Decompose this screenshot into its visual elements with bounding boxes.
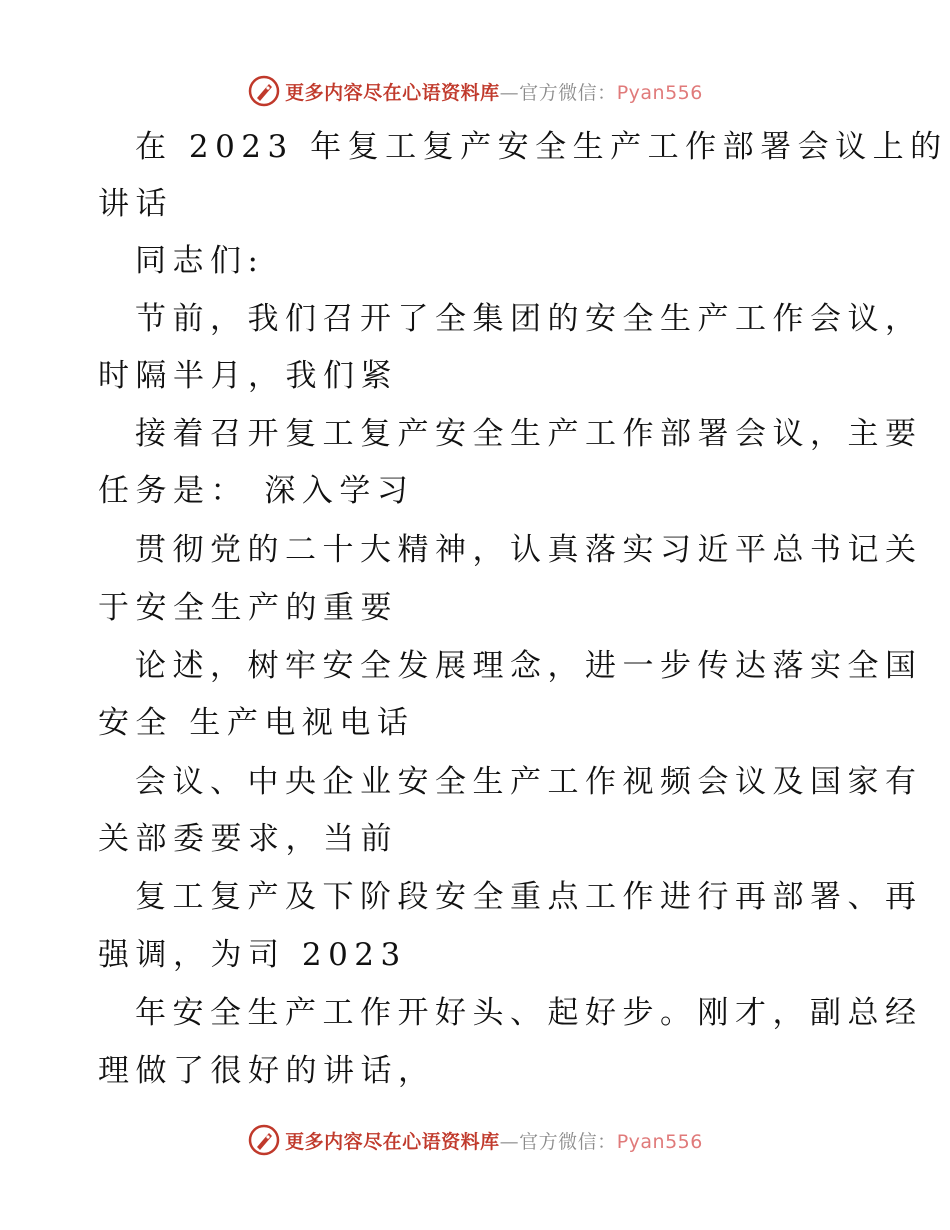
- paragraph-line: 贯彻党的二十大精神，认真落实习近平总书记关: [135, 532, 923, 568]
- banner-wechat-id: Pyan556: [616, 1130, 703, 1153]
- paragraph-line: 复工复产及下阶段安全重点工作进行再部署、再: [135, 879, 923, 915]
- banner-wechat-label: 官方微信：: [519, 81, 617, 104]
- paragraph-line: 强调，为司 2023: [98, 937, 407, 973]
- paragraph-line: 接着召开复工复产安全生产工作部署会议，主要: [135, 416, 923, 452]
- banner-brand-text: 更多内容尽在心语资料库: [285, 1130, 500, 1153]
- paragraph-line: 年安全生产工作开好头、起好步。刚才，副总经: [135, 995, 923, 1031]
- paragraph-line: 论述，树牢安全发展理念，进一步传达落实全国: [135, 648, 923, 684]
- banner-wechat-id: Pyan556: [616, 81, 703, 104]
- paragraph-line: 安全 生产电视电话: [98, 705, 415, 741]
- banner-wechat-label: 官方微信：: [519, 1130, 617, 1153]
- banner-separator: —: [499, 1130, 520, 1153]
- title-line-1: 在 2023 年复工复产安全生产工作部署会议上的: [135, 129, 948, 165]
- pen-nib-logo-icon: [247, 1123, 281, 1157]
- banner-brand-text: 更多内容尽在心语资料库: [285, 81, 500, 104]
- footer-banner: [0, 1120, 950, 1160]
- banner-separator: —: [499, 81, 520, 104]
- title-line-2: 讲话: [98, 186, 173, 222]
- paragraph-line: 会议、中央企业安全生产工作视频会议及国家有: [135, 764, 923, 800]
- header-banner: [0, 71, 950, 111]
- paragraph-line: 时隔半月，我们紧: [98, 358, 398, 394]
- paragraph-line: 关部委要求，当前: [98, 821, 398, 857]
- paragraph-line: 理做了很好的讲话，: [98, 1053, 436, 1089]
- paragraph-line: 节前，我们召开了全集团的安全生产工作会议，: [135, 301, 923, 337]
- paragraph-line: 任务是： 深入学习: [98, 473, 415, 509]
- salutation: 同志们:: [135, 243, 265, 279]
- pen-nib-logo-icon: [247, 74, 281, 108]
- paragraph-line: 于安全生产的重要: [98, 590, 398, 626]
